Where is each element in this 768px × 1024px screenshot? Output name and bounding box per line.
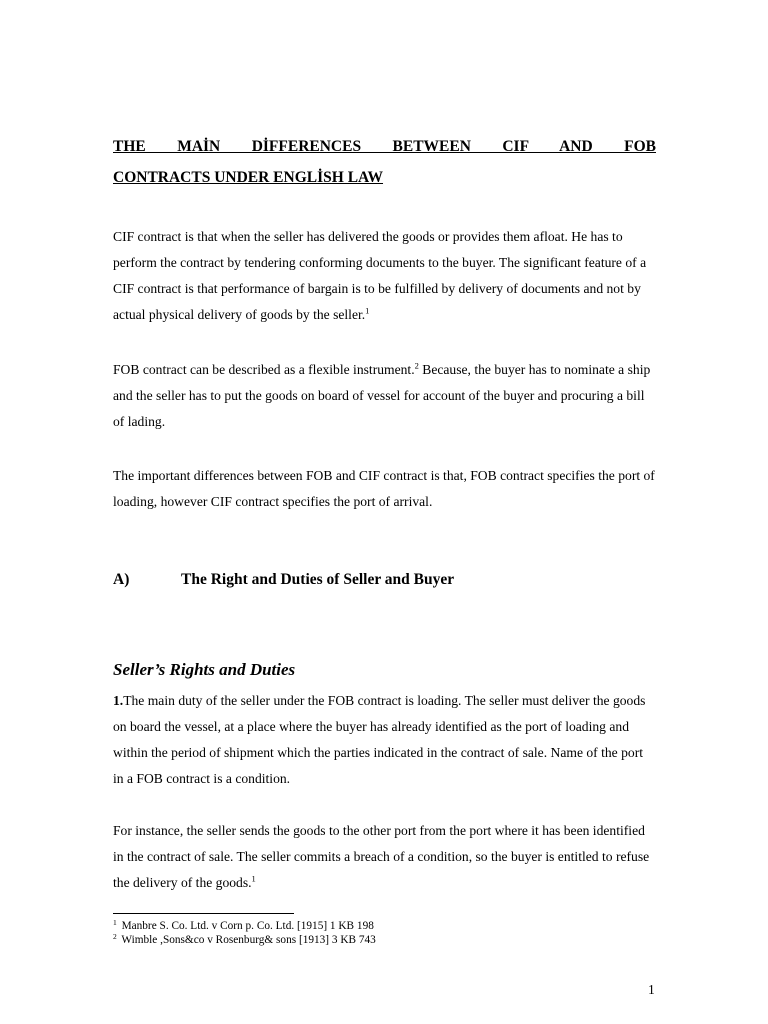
fob-definition-paragraph: [113, 357, 656, 435]
document-title-line-2: CONTRACTS UNDER ENGLİSH LAW: [113, 169, 384, 186]
instance-text: For instance, the seller sends the goods to the other port from the port where it has been identified in the contract of sale. The seller commits a breach of a condition, so the buyer is entitled to refuse the delivery of the goods.: [113, 823, 650, 890]
instance-paragraph: [113, 818, 656, 896]
cif-definition-text: CIF contract is that when the seller has delivered the goods or provides them afloat. He has to perform the contract by tendering conforming documents to the buyer. The significant feature of a CIF contract is that performance of bargain is to be fulfilled by delivery of documents and not by actual physical delivery of goods by the seller.: [113, 229, 647, 322]
duty-item-number: 1.: [113, 693, 124, 708]
cif-definition-paragraph: [113, 224, 656, 328]
footnote-number: 2: [113, 931, 117, 941]
document-title-line-1: THE MAİN DİFFERENCES BETWEEN CIF AND FOB: [113, 138, 656, 155]
footnote-ref: 1: [365, 305, 370, 316]
footnote-ref: 2: [414, 360, 419, 371]
section-number: A): [113, 571, 130, 588]
footnote-text: Wimble ,Sons&co v Rosenburg& sons [1913] 3 KB 743: [118, 934, 376, 946]
section-title: The Right and Duties of Seller and Buyer: [181, 571, 455, 588]
footnote-divider: [113, 913, 294, 914]
section-heading: [113, 571, 454, 589]
footnote-ref: 1: [251, 873, 256, 884]
footnote-text: Manbre S. Co. Ltd. v Corn p. Co. Ltd. [1915] 1 KB 198: [118, 920, 374, 932]
footnote-1: [113, 917, 374, 932]
fob-definition-text-start: FOB contract can be described as a flexible instrument.: [113, 362, 415, 377]
duty-item-text: The main duty of the seller under the FOB contract is loading. The seller must deliver the goods on board the vessel, at a place where the buyer has already identified as the port of loading and within the period of shipment which the parties indicated in the contract of sale. Name of the port in a FOB contract is a condition.: [113, 693, 646, 786]
footnote-number: 1: [113, 917, 117, 927]
differences-paragraph: The important differences between FOB and CIF contract is that, FOB contract specifies the port of loading, however CIF contract specifies the port of arrival.: [113, 468, 655, 509]
fob-definition-text-end: Because, the buyer has to nominate a ship and the seller has to put the goods on board of vessel for account of the buyer and procuring a bill of lading.: [113, 362, 651, 429]
subsection-heading: Seller’s Rights and Duties: [113, 660, 296, 679]
footnote-2: [113, 931, 376, 946]
seller-duty-paragraph: [113, 688, 656, 792]
page-number: 1: [648, 982, 655, 997]
